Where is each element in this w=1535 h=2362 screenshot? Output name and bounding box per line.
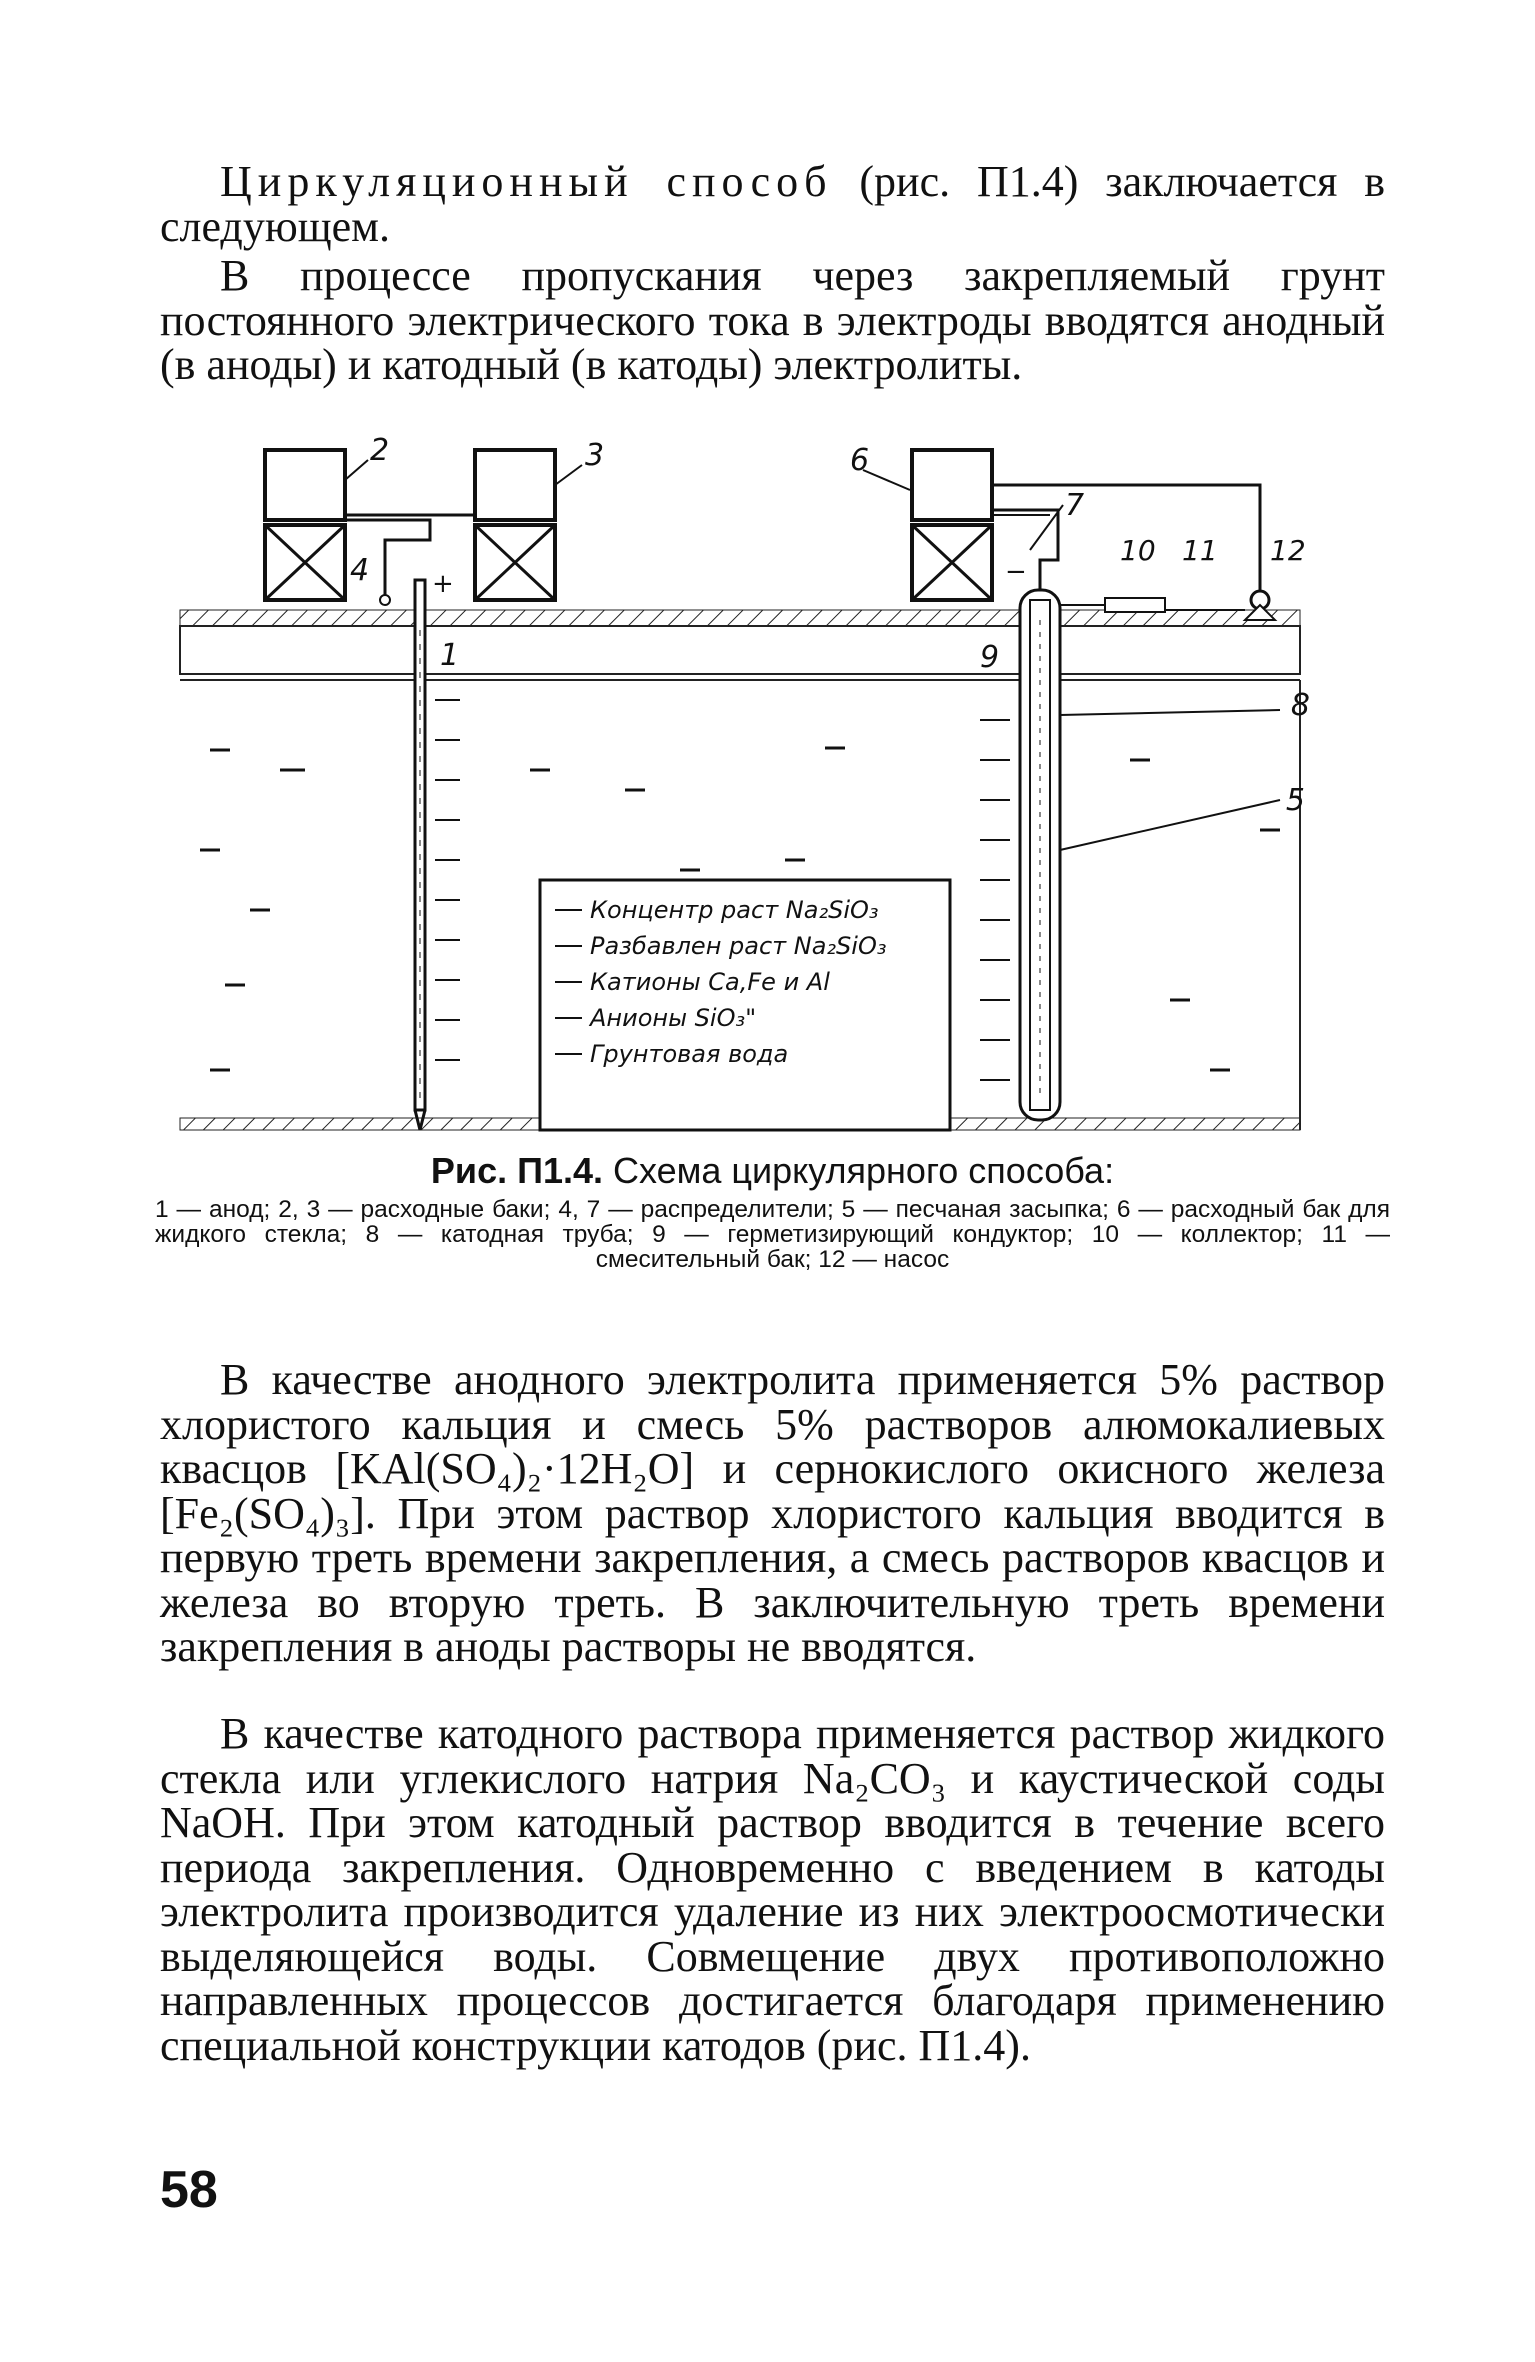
paragraph-3: В качестве анодного электролита применяется 5% раствор хлористого кальция и смесь 5% растворов алюмокалиевых квасцов [KAl(SO₄)₂·12H₂O] и сернокислого окисного железа [Fe₂(SO₄)₃]. При этом раствор хлористого кальция вводится в первую треть времени закрепления, а смесь растворов квасцов и железа во вторую треть. В заключительную треть времени закрепления в аноды растворы не вводятся. xyxy=(160,1355,1385,1671)
label-7: 7 xyxy=(1065,488,1085,523)
caption-bold: Рис. П1.4. xyxy=(430,1150,604,1191)
label-3: 3 xyxy=(585,438,605,473)
tank-2 xyxy=(265,450,345,600)
tank-6 xyxy=(912,450,992,600)
page-number: 58 xyxy=(160,2161,218,2219)
legend-item-0: Концентр раст Na₂SiO₃ xyxy=(590,896,879,924)
caption-rest: Схема циркулярного способа: xyxy=(603,1150,1115,1191)
lead-term: Циркуляционный способ xyxy=(220,157,833,206)
label-6: 6 xyxy=(850,443,870,478)
legend-item-3: Анионы SiO₃" xyxy=(590,1004,757,1032)
label-4: 4 xyxy=(350,553,370,588)
figure-diagram xyxy=(170,430,1310,1130)
top-layer xyxy=(180,626,1300,674)
label-9: 9 xyxy=(980,640,1000,675)
label-12: 12 xyxy=(1270,534,1306,567)
legend-item-2: Катионы Ca,Fe и Al xyxy=(590,968,830,996)
label-11: 11 xyxy=(1182,534,1218,567)
paragraph-4: В качестве катодного раствора применяется раствор жидкого стекла или углекислого натрия Na₂CO₃ и каустической соды NaOH. При этом катодный раствор вводится в течение всего периода закрепления. Одновременно с введением в катоды электролита производится удаление из них электроосмотически выделяющейся воды. Совмещение двух противоположно направленных процессов достигается благодаря применению специальной конструкции катодов (рис. П1.4). xyxy=(160,1709,1385,2070)
label-minus: − xyxy=(1005,557,1027,587)
intro-rest: (рис. П1.4) заключается в следующем. xyxy=(160,157,1385,251)
label-2: 2 xyxy=(370,433,390,468)
label-8: 8 xyxy=(1290,688,1310,723)
bottom-hatch-left xyxy=(180,1118,540,1130)
intro-paragraph xyxy=(160,157,1385,251)
label-plus: + xyxy=(432,569,454,599)
label-5: 5 xyxy=(1285,783,1305,818)
legend-item-4: Грунтовая вода xyxy=(590,1040,789,1068)
bottom-hatch-right xyxy=(950,1118,1300,1130)
paragraph-2: В процессе пропускания через закрепляемый грунт постоянного электрического тока в электроды вводятся анодный (в аноды) и катодный (в катоды) электролиты. xyxy=(160,251,1385,389)
pump-12 xyxy=(1245,591,1275,620)
cathode-8 xyxy=(1020,590,1060,1120)
tank-3 xyxy=(475,450,555,600)
label-1: 1 xyxy=(440,638,460,673)
label-10: 10 xyxy=(1120,534,1156,567)
mixing-tank-11 xyxy=(1105,598,1165,612)
figure-caption-title xyxy=(160,1150,1385,1192)
anode-1 xyxy=(415,580,425,1130)
figure-caption-legend: 1 — анод; 2, 3 — расходные баки; 4, 7 — распределители; 5 — песчаная засыпка; 6 — расходный бак для жидкого стекла; 8 — катодная труба; 9 — герметизирующий кондуктор; 10 — коллектор; 11 — смесительный бак; 12 — насос xyxy=(155,1196,1390,1273)
legend-item-1: Разбавлен раст Na₂SiO₃ xyxy=(590,932,887,960)
